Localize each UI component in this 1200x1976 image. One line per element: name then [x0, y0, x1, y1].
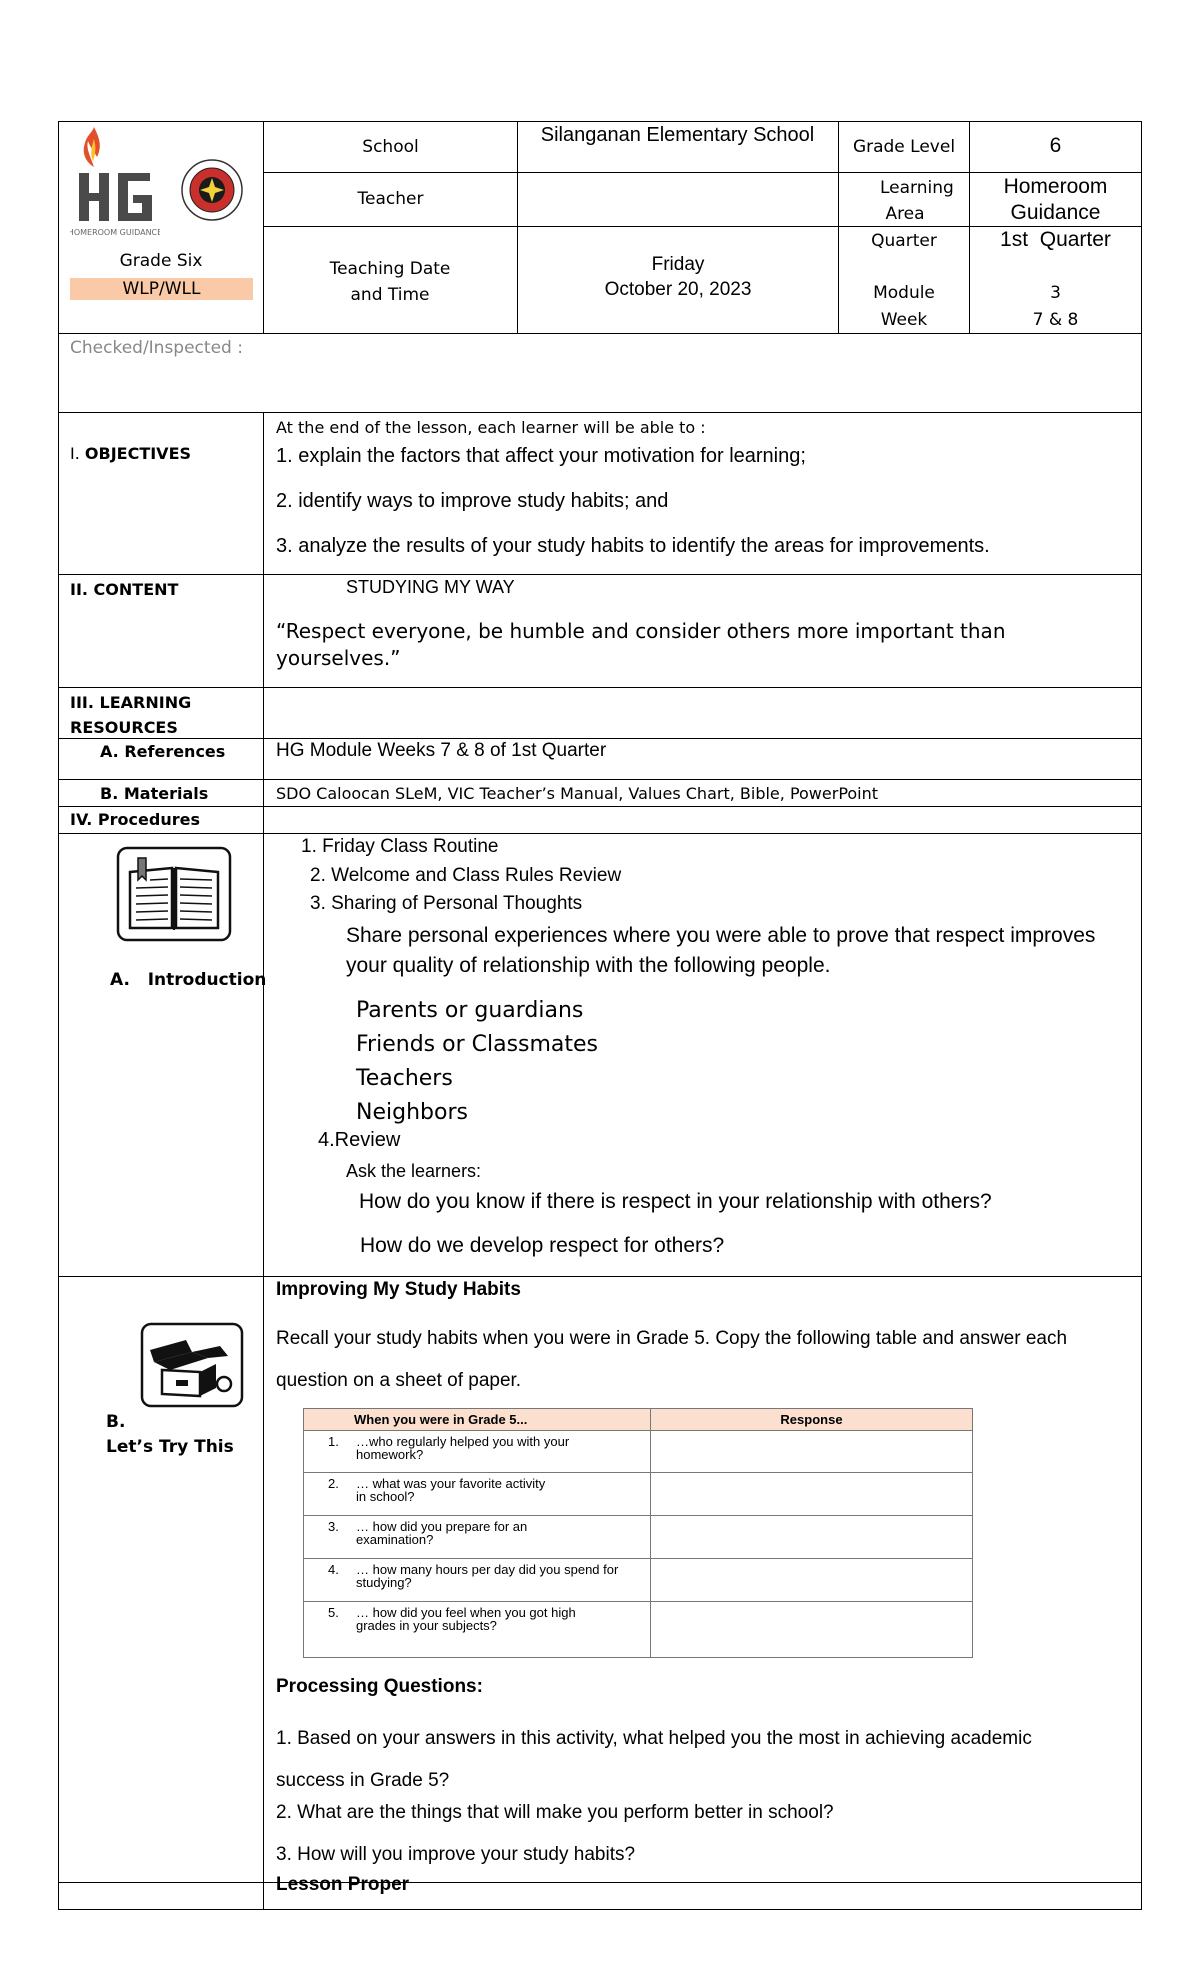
table-row	[304, 1559, 973, 1602]
book-icon	[116, 846, 232, 942]
objectives-intro: At the end of the lesson, each learner will be able to :	[276, 418, 706, 437]
response-cell[interactable]	[651, 1516, 973, 1559]
content-title: STUDYING MY WAY	[346, 577, 515, 597]
row-num: 3.	[328, 1519, 339, 1534]
table-header-question: When you were in Grade 5...	[304, 1409, 651, 1431]
box-icon	[140, 1322, 244, 1408]
question-1: How do you know if there is respect in your relationship with others?	[359, 1190, 992, 1213]
processing-3: 3. How will you improve your study habits?	[276, 1844, 636, 1865]
objectives-prefix: I.	[70, 444, 85, 463]
teaching-date-label: Teaching Date and Time	[329, 259, 451, 305]
school-seal-icon	[180, 158, 244, 222]
objective-2: 2. identify ways to improve study habits; and	[276, 490, 669, 512]
try-this-instructions: Recall your study habits when you were in Grade 5. Copy the following table and answer each question on a sheet of paper.	[276, 1328, 1068, 1391]
teaching-date-value: October 20, 2023	[604, 279, 752, 300]
row-text: … how did you prepare for an examination?	[356, 1519, 528, 1547]
table-header-response: Response	[651, 1409, 973, 1431]
school-value: Silanganan Elementary School	[540, 124, 815, 146]
try-this-title: Improving My Study Habits	[276, 1279, 521, 1300]
row-num: 2.	[328, 1476, 339, 1491]
resources-num: III.	[70, 693, 100, 712]
person-2: Friends or Classmates	[356, 1032, 599, 1057]
references-label: A. References	[100, 742, 226, 761]
row-num: 1.	[328, 1434, 339, 1449]
grade-level-value: 6	[1049, 134, 1062, 157]
svg-text:HOMEROOM GUIDANCE: HOMEROOM GUIDANCE	[70, 228, 160, 237]
response-cell[interactable]	[651, 1559, 973, 1602]
procedures-label: IV. Procedures	[70, 810, 200, 829]
response-cell[interactable]	[651, 1431, 973, 1473]
row-text: … how many hours per day did you spend for studying?	[356, 1562, 619, 1590]
checked-inspected-label: Checked/Inspected :	[70, 338, 243, 358]
materials-value: SDO Caloocan SLeM, VIC Teacher’s Manual, Values Chart, Bible, PowerPoint	[276, 784, 879, 803]
content-quote: “Respect everyone, be humble and consider others more important than yourselves.”	[276, 619, 1006, 670]
try-this-label: Let’s Try This	[106, 1437, 234, 1457]
table-row	[304, 1516, 973, 1559]
quarter-label: Quarter	[871, 231, 937, 251]
module-label: Module	[873, 283, 935, 303]
question-2: How do we develop respect for others?	[360, 1234, 725, 1257]
person-3: Teachers	[356, 1066, 453, 1091]
resources-label	[70, 690, 250, 740]
step-2: 2. Welcome and Class Rules Review	[310, 865, 622, 886]
study-habits-table	[303, 1408, 973, 1658]
row-text: … what was your favorite activity in school?	[356, 1476, 546, 1504]
grade-label: Grade Six	[119, 251, 203, 271]
response-cell[interactable]	[651, 1602, 973, 1658]
lesson-proper-label: Lesson Proper	[276, 1874, 410, 1895]
quarter-value: 1st Quarter	[1000, 228, 1111, 251]
row-num: 4.	[328, 1562, 339, 1577]
objectives-title: OBJECTIVES	[84, 444, 192, 463]
learning-area-label: Learning Area	[880, 178, 954, 224]
grade-level-label: Grade Level	[852, 137, 956, 157]
objective-3: 3. analyze the results of your study habits to identify the areas for improvements.	[276, 535, 990, 557]
processing-2: 2. What are the things that will make you perform better in school?	[276, 1802, 834, 1823]
processing-1: 1. Based on your answers in this activity, what helped you the most in achieving academic success in Grade 5?	[276, 1728, 1032, 1791]
table-row	[304, 1602, 973, 1658]
content-label: II. CONTENT	[70, 580, 179, 599]
teaching-date-day: Friday	[651, 254, 705, 275]
row-num: 5.	[328, 1605, 339, 1620]
person-4: Neighbors	[356, 1100, 468, 1125]
row-text: …who regularly helped you with your homework?	[356, 1434, 570, 1462]
row-text: … how did you feel when you got high grades in your subjects?	[356, 1605, 576, 1633]
school-label: School	[362, 137, 419, 157]
response-cell[interactable]	[651, 1473, 973, 1516]
table-row	[304, 1431, 973, 1473]
week-value: 7 & 8	[1032, 310, 1079, 330]
person-1: Parents or guardians	[356, 998, 584, 1023]
materials-label: B. Materials	[100, 784, 209, 803]
table-row	[304, 1473, 973, 1516]
wlp-badge: WLP/WLL	[70, 278, 253, 300]
objectives-label	[70, 444, 191, 463]
introduction-letter: A.	[110, 970, 130, 990]
references-value: HG Module Weeks 7 & 8 of 1st Quarter	[276, 740, 607, 761]
share-prompt: Share personal experiences where you were able to prove that respect improves your quality of relationship with the following people.	[346, 924, 1096, 977]
introduction-title: Introduction	[147, 970, 267, 990]
step-3: 3. Sharing of Personal Thoughts	[310, 893, 583, 914]
learning-area-value: Homeroom Guidance	[1003, 175, 1108, 224]
week-label: Week	[880, 310, 928, 330]
objective-1: 1. explain the factors that affect your motivation for learning;	[276, 445, 806, 467]
ask-label: Ask the learners:	[346, 1161, 482, 1181]
introduction-label	[110, 970, 266, 990]
module-value: 3	[1050, 283, 1061, 303]
resources-title: LEARNING RESOURCES	[70, 693, 192, 737]
processing-title: Processing Questions:	[276, 1676, 483, 1697]
try-this-letter: B.	[106, 1412, 126, 1432]
step-1: 1. Friday Class Routine	[301, 836, 499, 857]
teacher-label: Teacher	[357, 189, 424, 209]
review-label: 4.Review	[318, 1129, 401, 1151]
hg-logo	[70, 123, 160, 243]
